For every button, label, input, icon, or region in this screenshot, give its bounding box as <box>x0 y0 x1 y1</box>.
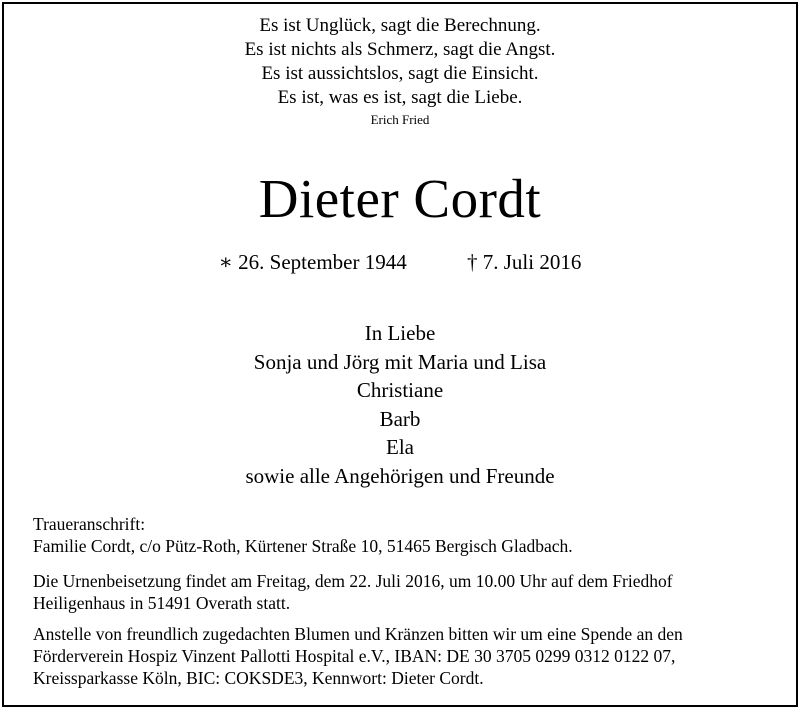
poem-author: Erich Fried <box>370 112 430 127</box>
mourner-line: sowie alle Angehörigen und Freunde <box>245 463 555 488</box>
mourner-line: In Liebe <box>364 321 436 345</box>
donation-line: Förderverein Hospiz Vinzent Pallotti Hospital e.V., IBAN: DE 30 3705 0299 0312 0122 07, <box>33 646 676 666</box>
deceased-name: Dieter Cordt <box>258 168 542 229</box>
donation-line: Anstelle von freundlich zugedachten Blumen und Kränzen bitten wir um eine Spende an den <box>33 624 683 644</box>
obituary-notice <box>2 2 798 707</box>
birth-date: ∗ 26. September 1944 <box>218 250 407 274</box>
poem <box>4 14 796 129</box>
mourners-list <box>4 319 796 490</box>
address-label: Traueranschrift: <box>33 514 146 534</box>
poem-line: Es ist, was es ist, sagt die Liebe. <box>277 87 523 108</box>
poem-line: Es ist aussichtslos, sagt die Einsicht. <box>261 63 539 84</box>
mourner-line: Barb <box>379 406 421 431</box>
burial-line: Die Urnenbeisetzung findet am Freitag, dem 22. Juli 2016, um 10.00 Uhr auf dem Friedhof <box>33 571 673 591</box>
address-text: Familie Cordt, c/o Pütz-Roth, Kürtener Straße 10, 51465 Bergisch Gladbach. <box>33 536 573 556</box>
poem-line: Es ist Unglück, sagt die Berechnung. <box>259 15 541 36</box>
mourner-line: Ela <box>386 435 414 459</box>
poem-line: Es ist nichts als Schmerz, sagt die Angst. <box>244 39 556 60</box>
mourner-line: Christiane <box>356 378 444 402</box>
burial-line: Heiligenhaus in 51491 Overath statt. <box>33 593 291 613</box>
mourning-address <box>33 513 776 557</box>
donation-request <box>33 623 776 689</box>
burial-details <box>33 570 776 614</box>
life-dates <box>4 249 796 275</box>
death-date: † 7. Juli 2016 <box>466 250 582 274</box>
mourner-line: Sonja und Jörg mit Maria und Lisa <box>253 349 547 374</box>
donation-line: Kreissparkasse Köln, BIC: COKSDE3, Kennwort: Dieter Cordt. <box>33 668 484 688</box>
